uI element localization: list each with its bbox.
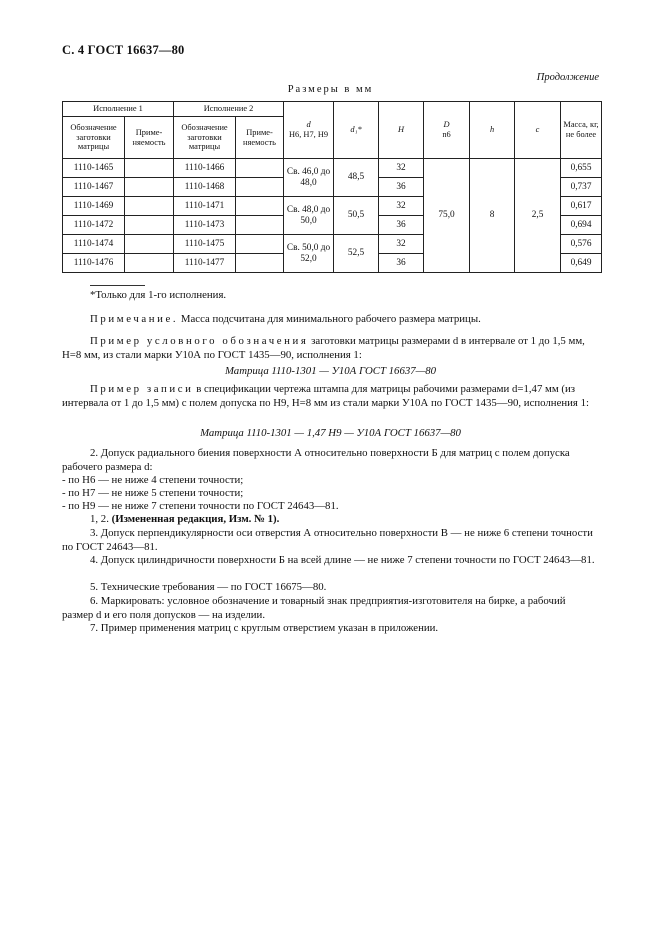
example-record-lead: Пример записи <box>90 383 194 395</box>
example-designation <box>62 335 599 362</box>
header-designation-2: Обозначение заготовки матрицы <box>174 117 236 159</box>
continuation-label: Продолжение <box>536 72 599 83</box>
header-designation: Обозначение заготовки матрицы <box>63 117 125 159</box>
dimensions-table <box>62 101 602 273</box>
item-2b: - по H7 — не ниже 5 степени точности; <box>62 487 244 499</box>
item-2a: - по H6 — не ниже 4 степени точности; <box>62 474 244 486</box>
header-d1: d₁* <box>334 102 379 159</box>
edition-note: (Измененная редакция, Изм. № 1). <box>111 513 280 525</box>
D-value: 75,0 <box>424 159 470 273</box>
d1-value: 52,5 <box>334 235 379 273</box>
table-row: 1110-1469 1110-1471 Св. 48,0 до 50,0 50,5 32 0,617 <box>63 197 602 216</box>
header-applicability-2: Приме-няемость <box>236 117 284 159</box>
footnote: *Только для 1-го исполнения. <box>90 289 227 301</box>
h-value: 8 <box>470 159 515 273</box>
example-designation-formula: Матрица 1110-1301 — У10А ГОСТ 16637—80 <box>224 365 437 377</box>
footnote-divider <box>90 285 145 286</box>
header-h: h <box>470 102 515 159</box>
header-d: d H6, H7, H9 <box>284 102 334 159</box>
page-header: С. 4 ГОСТ 16637—80 <box>62 43 185 57</box>
d-range: Св. 48,0 до 50,0 <box>284 197 334 235</box>
example-designation-lead: Пример условного обозначения <box>90 335 309 347</box>
item-7: 7. Пример применения матриц с круглым отверстием указан в приложении. <box>90 622 439 634</box>
note <box>90 313 599 327</box>
d1-value: 48,5 <box>334 159 379 197</box>
example-designation-text: заготовки матрицы размерами d в интервале от 1 до 1,5 мм, H=8 мм, из стали марки У10А по ГОСТ 1435—90, исполнения 1: <box>62 335 585 361</box>
header-D: D n6 <box>424 102 470 159</box>
header-applicability: Приме-няемость <box>125 117 174 159</box>
header-mass: Масса, кг, не более <box>561 102 602 159</box>
note-text: Масса подсчитана для минимального рабочего размера матрицы. <box>180 313 481 325</box>
d-range: Св. 46,0 до 48,0 <box>284 159 334 197</box>
table-row: 1110-1465 1110-1466 Св. 46,0 до 48,0 48,5 32 75,0 8 2,5 0,655 <box>63 159 602 178</box>
edition-number: 1, 2. <box>90 513 109 525</box>
item-4: 4. Допуск цилиндричности поверхности Б на всей длине — не ниже 7 степени точности по ГОСТ 24643—81. <box>90 554 595 566</box>
units-caption: Размеры в мм <box>287 84 374 95</box>
example-record <box>62 383 599 410</box>
table-row: 1110-1467 1110-1468 36 0,737 <box>63 178 602 197</box>
item-6: 6. Маркировать: условное обозначение и товарный знак предприятия-изготовителя на бирке, а рабочий размер d и его поля допусков — на изделии. <box>62 595 566 621</box>
item-3: 3. Допуск перпендикулярности оси отверстия А относительно поверхности В — не ниже 6 степени точности по ГОСТ 24643—81. <box>62 527 593 553</box>
table-row: 1110-1474 1110-1475 Св. 50,0 до 52,0 52,5 32 0,576 <box>63 235 602 254</box>
item-5: 5. Технические требования — по ГОСТ 16675—80. <box>90 581 327 593</box>
header-isp1: Исполнение 1 <box>63 102 174 117</box>
item-2c: - по H9 — не ниже 7 степени точности по ГОСТ 24643—81. <box>62 500 339 512</box>
note-label: Примечание. <box>90 313 179 325</box>
header-H: H <box>379 102 424 159</box>
d1-value: 50,5 <box>334 197 379 235</box>
item-2: 2. Допуск радиального биения поверхности А относительно поверхности Б для матриц с полем допуска рабочего размера d: <box>62 447 570 473</box>
header-c: c <box>515 102 561 159</box>
example-record-text: в спецификации чертежа штампа для матрицы рабочими размерами d=1,47 мм (из интервала от 1 до 1,5 мм) с полем допуска по H9, H=8 мм из стали марки У10А по ГОСТ 1435—90, исполнения 1: <box>62 383 589 409</box>
d-range: Св. 50,0 до 52,0 <box>284 235 334 273</box>
example-record-formula: Матрица 1110-1301 — 1,47 H9 — У10А ГОСТ 16637—80 <box>200 427 461 439</box>
item-edition <box>62 513 599 527</box>
header-isp2: Исполнение 2 <box>174 102 284 117</box>
table-row: 1110-1472 1110-1473 36 0,694 <box>63 216 602 235</box>
c-value: 2,5 <box>515 159 561 273</box>
table-row: 1110-1476 1110-1477 36 0,649 <box>63 254 602 273</box>
